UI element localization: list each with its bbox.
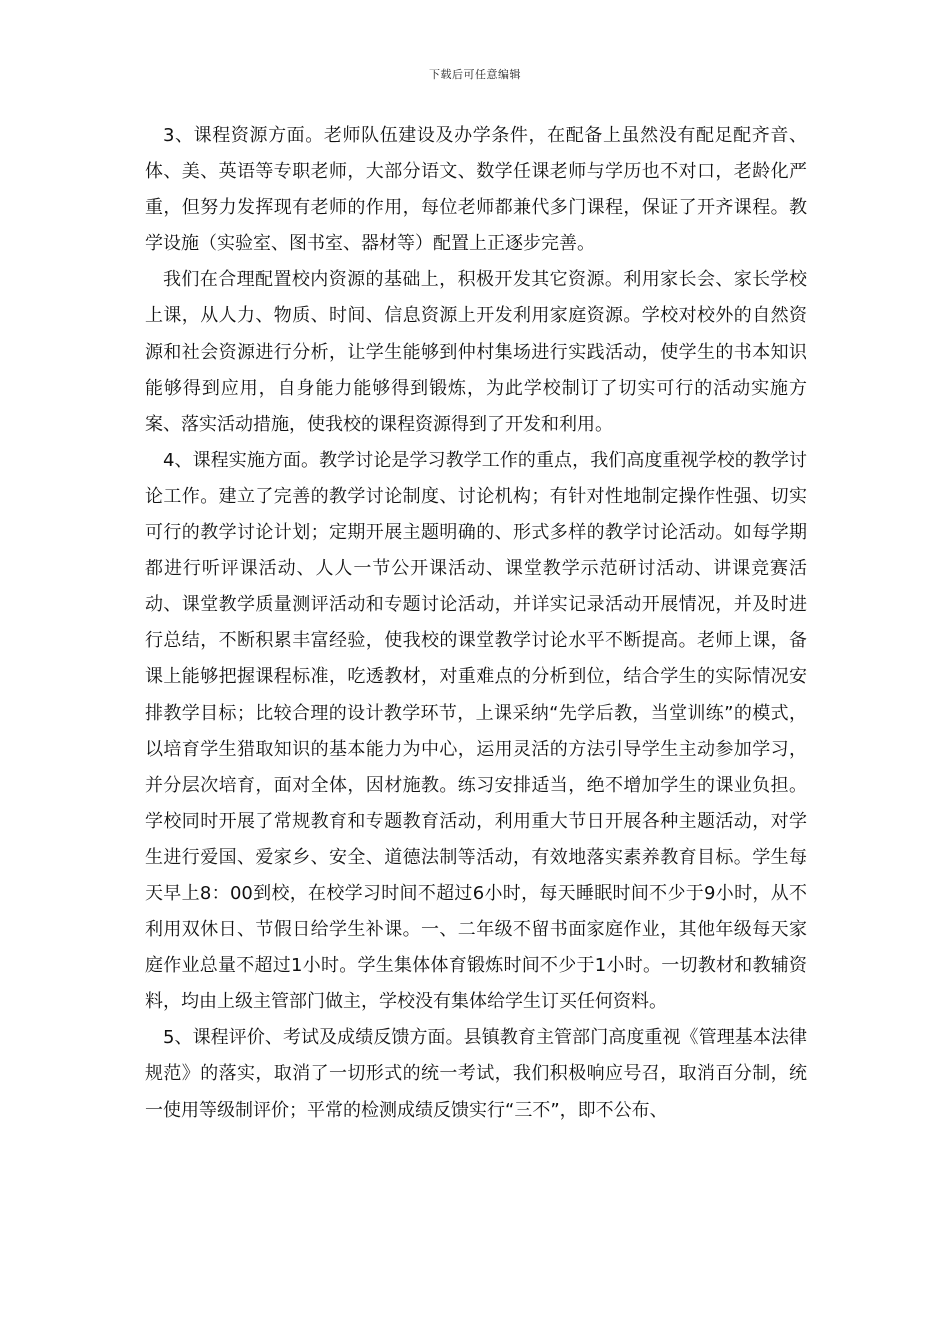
paragraph-course-evaluation: 5、课程评价、考试及成绩反馈方面。县镇教育主管部门高度重视《管理基本法律规范》的落实，取消了一切形式的统一考试，我们积极响应号召，取消百分制，统一使用等级制评价；平常的检测成绩反馈实行“三不”，即不公布、 — [145, 1027, 807, 1121]
document-body — [145, 118, 807, 1129]
paragraph-resource-development: 我们在合理配置校内资源的基础上，积极开发其它资源。利用家长会、家长学校上课，从人力、物质、时间、信息资源上开发利用家庭资源。学校对校外的自然资源和社会资源进行分析，让学生能够到仲村集场进行实践活动，使学生的书本知识能够得到应用，自身能力能够得到锻炼，为此学校制订了切实可行的活动实施方案、落实活动措施，使我校的课程资源得到了开发和利用。 — [145, 269, 807, 435]
page-header: 下载后可任意编辑 — [429, 68, 521, 81]
paragraph-course-resources: 3、课程资源方面。老师队伍建设及办学条件，在配备上虽然没有配足配齐音、体、美、英语等专职老师，大部分语文、数学任课老师与学历也不对口，老龄化严重，但努力发挥现有老师的作用，每位老师都兼代多门课程，保证了开齐课程。教学设施（实验室、图书室、器材等）配置上正逐步完善。 — [145, 125, 807, 255]
paragraph-course-implementation: 4、课程实施方面。教学讨论是学习教学工作的重点，我们高度重视学校的教学讨论工作。建立了完善的教学讨论制度、讨论机构；有针对性地制定操作性强、切实可行的教学讨论计划；定期开展主题明确的、形式多样的教学讨论活动。如每学期都进行听评课活动、人人一节公开课活动、课堂教学示范研讨活动、讲课竞赛活动、课堂教学质量测评活动和专题讨论活动，并详实记录活动开展情况，并及时进行总结，不断积累丰富经验，使我校的课堂教学讨论水平不断提高。老师上课，备课上能够把握课程标准，吃透教材，对重难点的分析到位，结合学生的实际情况安排教学目标；比较合理的设计教学环节，上课采纳“先学后教，当堂训练”的模式，以培育学生猎取知识的基本能力为中心，运用灵活的方法引导学生主动参加学习，并分层次培育，面对全体，因材施教。练习安排适当，绝不增加学生的课业负担。学校同时开展了常规教育和专题教育活动，利用重大节日开展各种主题活动，对学生进行爱国、爱家乡、安全、道德法制等活动，有效地落实素养教育目标。学生每天早上8：00到校，在校学习时间不超过6小时，每天睡眠时间不少于9小时，从不利用双休日、节假日给学生补课。一、二年级不留书面家庭作业，其他年级每天家庭作业总量不超过1小时。学生集体体育锻炼时间不少于1小时。一切教材和教辅资料，均由上级主管部门做主，学校没有集体给学生订买任何资料。 — [145, 449, 807, 1013]
